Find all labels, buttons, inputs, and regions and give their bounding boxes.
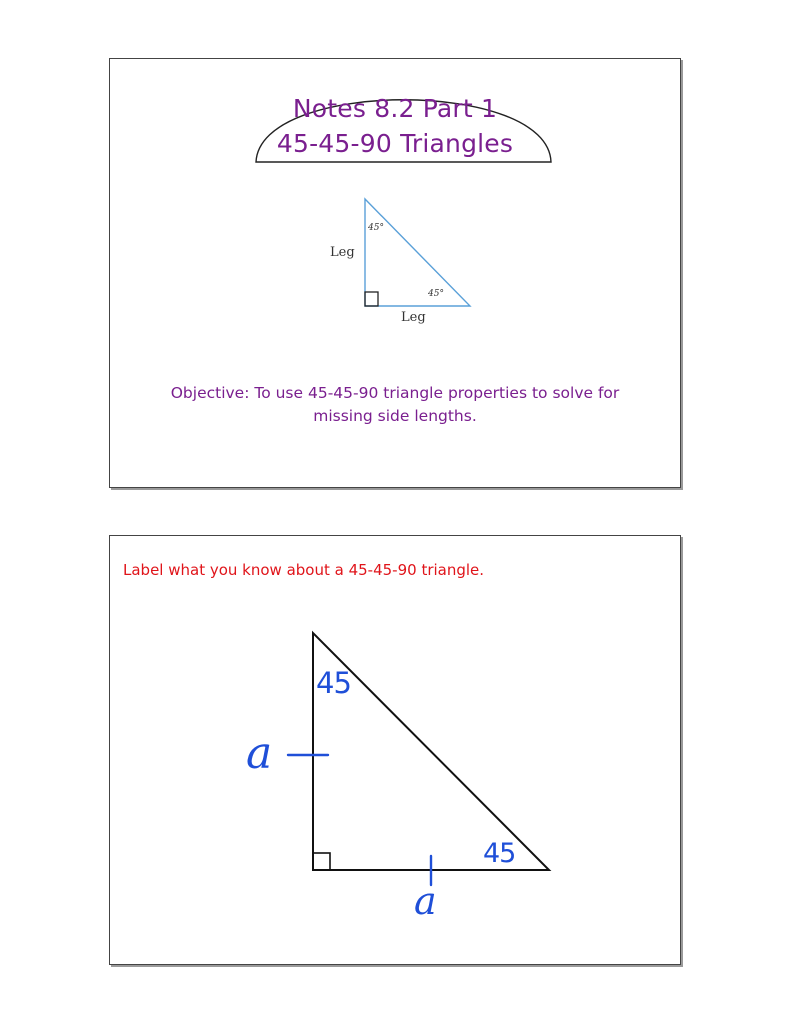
- handwritten-side-left: a: [246, 728, 273, 779]
- objective-line1: Objective: To use 45-45-90 triangle properties to solve for: [170, 384, 620, 402]
- objective-line2: missing side lengths.: [313, 407, 477, 425]
- handwritten-angle-bottom: 45: [483, 838, 516, 869]
- right-angle-mark: [365, 292, 378, 306]
- right-angle-mark: [313, 853, 330, 870]
- handwritten-side-bottom: a: [414, 879, 437, 923]
- reference-triangle: [365, 199, 470, 306]
- main-triangle-figure: [110, 536, 682, 966]
- slide-label-triangle: [109, 535, 681, 965]
- leg-label-left: Leg: [330, 245, 355, 260]
- objective-text: [110, 382, 680, 428]
- angle-label-bottom: 45°: [428, 289, 444, 299]
- prompt-text: Label what you know about a 45-45-90 triangle.: [123, 561, 485, 579]
- angle-label-top: 45°: [368, 223, 384, 233]
- leg-label-bottom: Leg: [401, 310, 426, 325]
- page-title-line1: Notes 8.2 Part 1: [292, 94, 498, 123]
- page-title-line2: 45-45-90 Triangles: [276, 129, 514, 158]
- slide-title: [109, 58, 681, 488]
- handwritten-angle-top: 45: [316, 666, 351, 700]
